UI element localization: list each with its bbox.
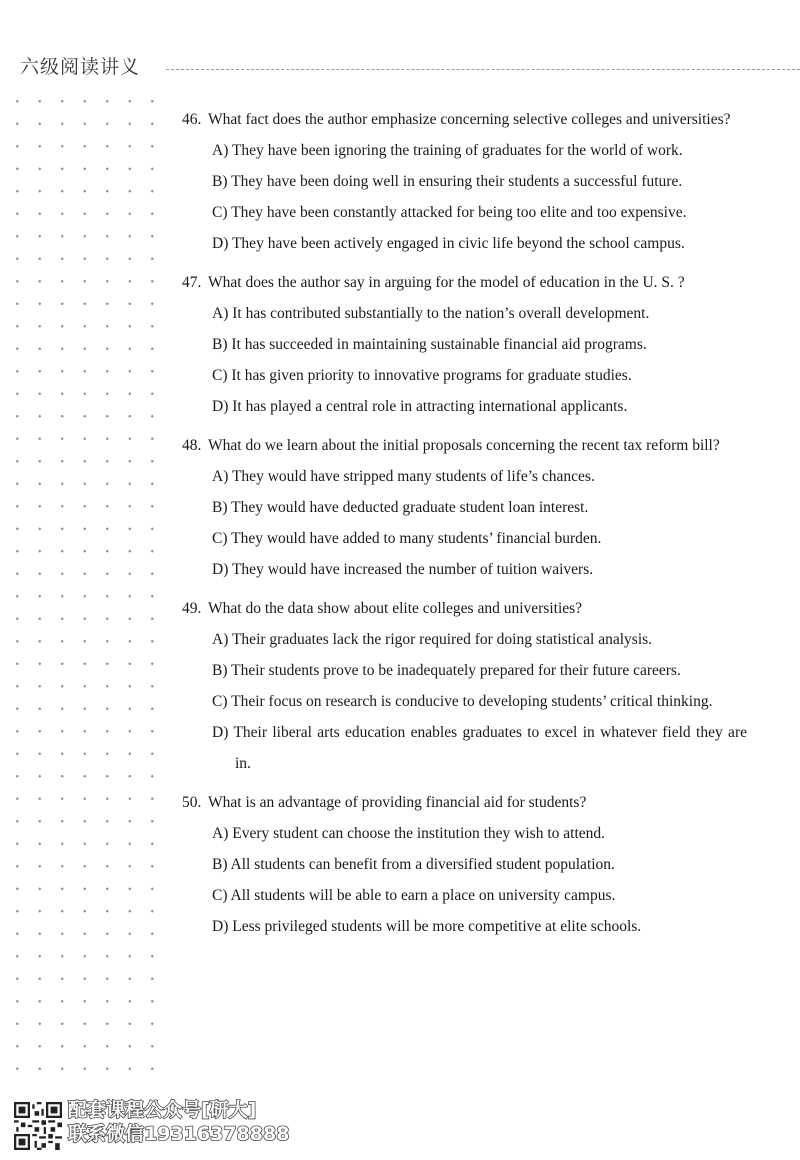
option-text: Their liberal arts education enables graduates to excel in whatever field they are in. <box>233 724 747 772</box>
option-letter: C) <box>212 204 228 221</box>
option-text: It has given priority to innovative programs for graduate studies. <box>231 367 632 384</box>
question-text: What do we learn about the initial proposals concerning the recent tax reform bill? <box>208 437 720 454</box>
option-text: It has succeeded in maintaining sustainable financial aid programs. <box>231 336 647 353</box>
option-b <box>182 329 747 360</box>
footer-promo <box>14 1096 314 1150</box>
question-48 <box>182 430 747 585</box>
option-text: Their students prove to be inadequately prepared for their future careers. <box>231 662 681 679</box>
question-list <box>182 104 747 950</box>
option-text: They would have deducted graduate student loan interest. <box>231 499 589 516</box>
option-b <box>182 492 747 523</box>
question-stem <box>182 593 747 624</box>
option-a <box>182 818 747 849</box>
option-letter: C) <box>212 693 228 710</box>
option-letter: D) <box>212 724 229 741</box>
promo-line-1: 配套课程公众号[研大] <box>68 1099 257 1121</box>
option-text: It has contributed substantially to the nation’s overall development. <box>232 305 650 322</box>
option-letter: B) <box>212 662 228 679</box>
question-number: 50. <box>182 794 202 811</box>
qr-code-icon <box>14 1102 62 1150</box>
dotted-margin-area <box>0 86 170 1086</box>
question-number: 46. <box>182 111 202 128</box>
option-text: Their graduates lack the rigor required for doing statistical analysis. <box>231 631 653 648</box>
option-b <box>182 166 747 197</box>
option-text: They would have stripped many students of life’s chances. <box>231 468 595 485</box>
option-c <box>182 880 747 911</box>
option-b <box>182 655 747 686</box>
question-stem <box>182 430 747 461</box>
option-a <box>182 298 747 329</box>
option-a <box>182 135 747 166</box>
option-a <box>182 461 747 492</box>
option-b <box>182 849 747 880</box>
question-text: What is an advantage of providing financial aid for students? <box>208 794 587 811</box>
option-text: They have been ignoring the training of graduates for the world of work. <box>231 142 683 159</box>
question-49 <box>182 593 747 779</box>
header-divider <box>166 69 800 70</box>
promo-line-2: 联系微信19316378888 <box>68 1123 290 1145</box>
question-stem <box>182 787 747 818</box>
option-d <box>182 228 747 259</box>
option-text: Less privileged students will be more competitive at elite schools. <box>232 918 642 935</box>
question-46 <box>182 104 747 259</box>
option-text: All students can benefit from a diversified student population. <box>230 856 615 873</box>
option-d <box>182 717 747 779</box>
question-number: 48. <box>182 437 202 454</box>
option-letter: D) <box>212 235 229 252</box>
option-letter: A) <box>212 825 229 842</box>
page-header <box>0 0 800 90</box>
question-text: What fact does the author emphasize concerning selective colleges and universities? <box>208 111 731 128</box>
option-letter: B) <box>212 336 228 353</box>
question-number: 47. <box>182 274 202 291</box>
option-letter: C) <box>212 367 228 384</box>
option-letter: B) <box>212 173 228 190</box>
option-c <box>182 686 747 717</box>
question-47 <box>182 267 747 422</box>
option-letter: A) <box>212 305 229 322</box>
option-letter: A) <box>212 468 229 485</box>
option-letter: D) <box>212 918 229 935</box>
option-text: They would have increased the number of tuition waivers. <box>231 561 594 578</box>
option-letter: D) <box>212 398 229 415</box>
question-text: What does the author say in arguing for the model of education in the U. S. ? <box>208 274 685 291</box>
option-text: They have been constantly attacked for being too elite and too expensive. <box>231 204 687 221</box>
question-stem <box>182 267 747 298</box>
page-title: 六级阅读讲义 <box>20 56 141 78</box>
option-letter: D) <box>212 561 229 578</box>
option-letter: C) <box>212 887 228 904</box>
option-c <box>182 197 747 228</box>
option-d <box>182 391 747 422</box>
option-d <box>182 554 747 585</box>
option-c <box>182 523 747 554</box>
option-letter: B) <box>212 856 228 873</box>
option-text: Their focus on research is conducive to developing students’ critical thinking. <box>231 693 713 710</box>
option-text: It has played a central role in attracting international applicants. <box>232 398 628 415</box>
option-letter: B) <box>212 499 228 516</box>
promo-text <box>68 1098 289 1146</box>
question-number: 49. <box>182 600 202 617</box>
option-text: All students will be able to earn a place on university campus. <box>230 887 616 904</box>
option-d <box>182 911 747 942</box>
question-50 <box>182 787 747 942</box>
question-text: What do the data show about elite colleges and universities? <box>208 600 583 617</box>
question-stem <box>182 104 747 135</box>
option-a <box>182 624 747 655</box>
option-letter: C) <box>212 530 228 547</box>
option-text: They have been actively engaged in civic life beyond the school campus. <box>231 235 685 252</box>
option-c <box>182 360 747 391</box>
option-text: Every student can choose the institution they wish to attend. <box>232 825 606 842</box>
option-letter: A) <box>212 631 229 648</box>
option-text: They have been doing well in ensuring their students a successful future. <box>231 173 683 190</box>
option-letter: A) <box>212 142 229 159</box>
option-text: They would have added to many students’ financial burden. <box>231 530 602 547</box>
